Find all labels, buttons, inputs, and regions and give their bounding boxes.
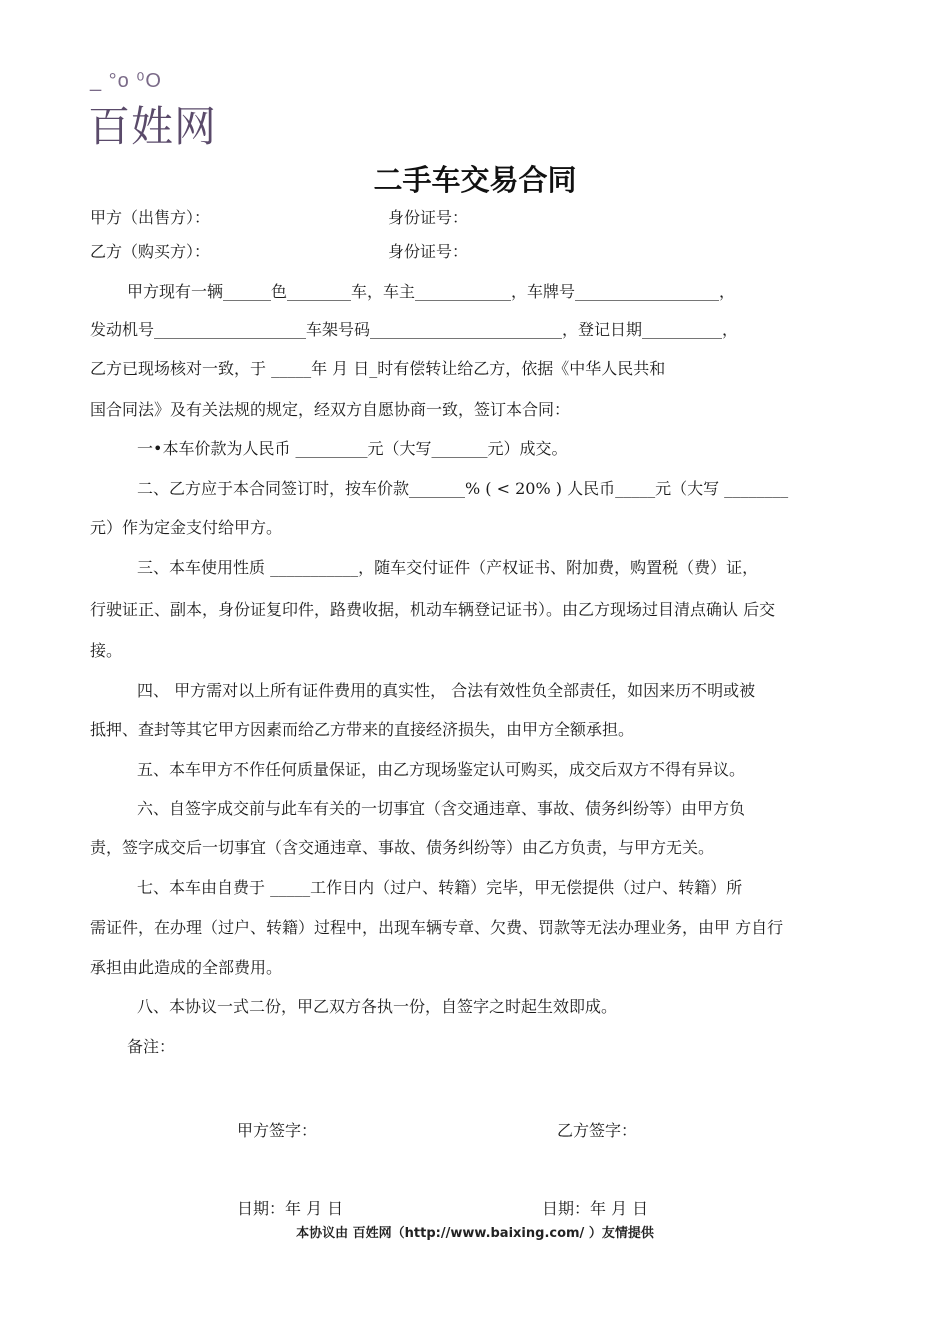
logo-text: 百姓网 [88,102,218,151]
clause-3: 三、本车使用性质 ___________，随车交付证件（产权证书、附加费，购置税（费）证， [137,558,759,577]
party-a-id-label: 身份证号： [388,208,469,227]
clause-5: 五、本车甲方不作任何质量保证，由乙方现场鉴定认可购买，成交后双方不得有异议。 [137,760,746,779]
party-b-id-label: 身份证号： [388,242,469,261]
remarks-label: 备注： [127,1037,176,1056]
clause-3-cont: 行驶证正、副本，身份证复印件，路费收据，机动车辆登记证书）。由乙方现场过目清点确认 后交 [90,600,776,619]
clause-8: 八、本协议一式二份，甲乙双方各执一份，自签字之时起生效即成。 [137,997,618,1016]
party-a-signature-label: 甲方签字： [237,1121,318,1140]
paragraph-line: 乙方已现场核对一致，于 _____年 月 日_时有偿转让给乙方，依据《中华人民共和 [90,359,666,378]
paragraph-line: 甲方现有一辆______色________车，车主____________，车牌号__________________， [127,282,736,301]
logo-mark: _ °o ⁰O [90,70,162,92]
party-b-signature-label: 乙方签字： [557,1121,638,1140]
footer-credit: 本协议由 百姓网（http://www.baixing.com/ ）友情提供 [296,1226,654,1241]
clause-3-cont: 接。 [90,641,123,660]
clause-2: 二、乙方应于本合同签订时，按车价款_______% ( < 20% ) 人民币_____元（大写 ________ [137,479,789,498]
clause-7: 七、本车由自费于 _____工作日内（过户、转籍）完毕，甲无偿提供（过户、转籍）所 [137,878,743,897]
party-b-date-label: 日期：年 月 日 [542,1199,649,1218]
clause-4-cont: 抵押、查封等其它甲方因素而给乙方带来的直接经济损失，由甲方全额承担。 [90,720,635,739]
document-title: 二手车交易合同 [373,163,577,197]
party-a-label: 甲方（出售方）： [90,208,211,227]
party-a-date-label: 日期：年 月 日 [237,1199,344,1218]
clause-2-cont: 元）作为定金支付给甲方。 [90,518,283,537]
clause-6: 六、自签字成交前与此车有关的一切事宜（含交通违章、事故、债务纠纷等）由甲方负 [137,799,746,818]
clause-7-cont: 承担由此造成的全部费用。 [90,958,283,977]
paragraph-line: 发动机号___________________车架号码________________________，登记日期__________， [90,320,739,339]
clause-7-cont: 需证件，在办理（过户、转籍）过程中，出现车辆专章、欠费、罚款等无法办理业务，由甲 方自行 [90,918,784,937]
clause-6-cont: 责，签字成交后一切事宜（含交通违章、事故、债务纠纷等）由乙方负责，与甲方无关。 [90,838,715,857]
clause-1: 一•本车价款为人民币 _________元（大写_______元）成交。 [137,439,568,458]
clause-4: 四、 甲方需对以上所有证件费用的真实性， 合法有效性负全部责任，如因来历不明或被 [137,681,756,700]
paragraph-line: 国合同法》及有关法规的规定，经双方自愿协商一致，签订本合同： [90,400,571,419]
party-b-label: 乙方（购买方）： [90,242,211,261]
